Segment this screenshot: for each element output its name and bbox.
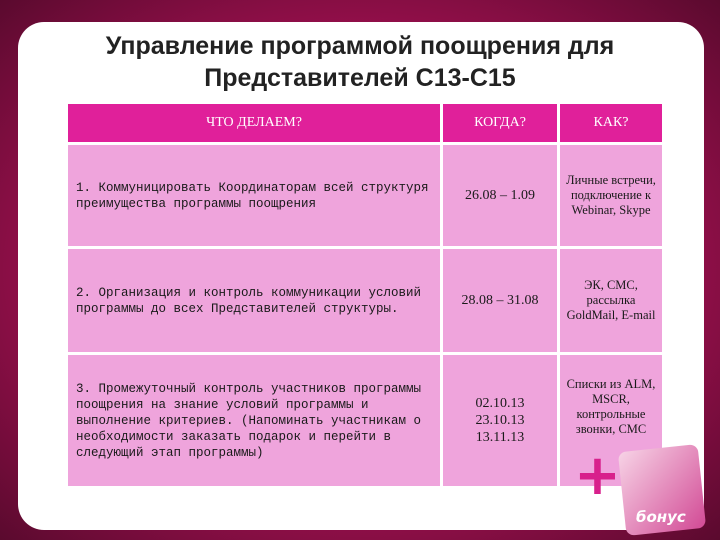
page-title [0,30,720,94]
header-what: ЧТО ДЕЛАЕМ? [68,104,440,142]
header-how: КАК? [560,104,662,142]
title-line-1: Управление программой поощрения для [105,32,615,60]
cell-when: 26.08 – 1.09 [443,145,557,246]
header-when: КОГДА? [443,104,557,142]
bonus-logo-text: бонус [636,508,686,526]
cell-how: ЭК, СМС, рассылка GoldMail, E-mail [560,249,662,352]
cell-what: 1. Коммуницировать Координаторам всей структуря преимущества программы поощрения [68,145,440,246]
title-line-2: Представителей С13-С15 [204,64,516,92]
table-row [68,145,662,246]
table-row [68,355,662,486]
plus-icon: + [574,443,621,508]
table-header [68,104,662,142]
cell-when: 02.10.13 23.10.13 13.11.13 [443,355,557,486]
cell-what: 3. Промежуточный контроль участников программы поощрения на знание условий программы и выполнение критериев. (Напоминать участникам о необходимости заказать подарок и перейти в следующий этап программы) [68,355,440,486]
cell-how: Личные встречи, подключение к Webinar, Skype [560,145,662,246]
table-row [68,249,662,352]
plan-table [68,104,662,486]
cell-when: 28.08 – 31.08 [443,249,557,352]
cell-what: 2. Организация и контроль коммуникации условий программы до всех Представителей структуры. [68,249,440,352]
cell-how: Списки из ALM, MSCR, контрольные звонки, СМС [560,355,662,486]
